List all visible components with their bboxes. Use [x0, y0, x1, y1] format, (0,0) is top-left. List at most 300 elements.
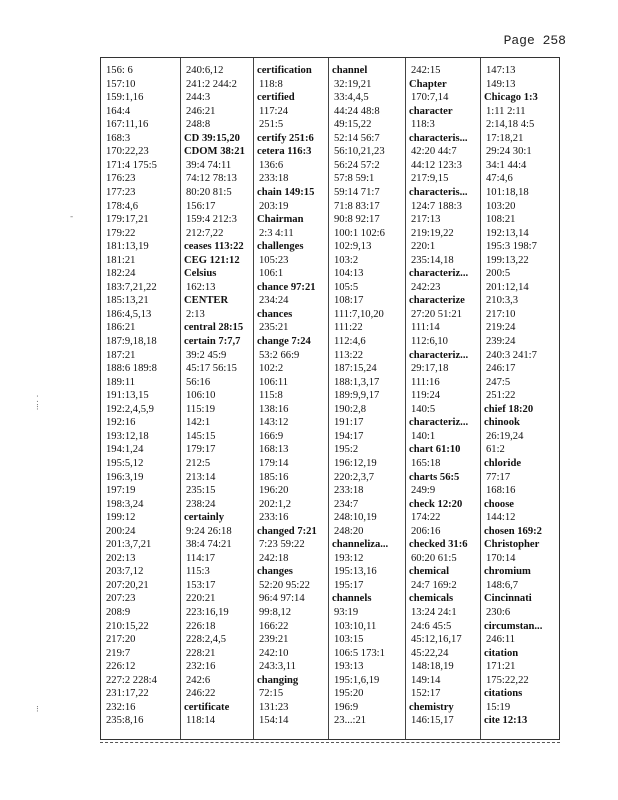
index-entry-term: characteris... — [409, 132, 468, 144]
index-page-reference: 219:7 — [106, 647, 131, 659]
index-page-reference: 242:15 — [411, 65, 441, 76]
index-page-reference: 103:10,11 — [334, 620, 377, 632]
index-entry-term: chance 97:21 — [257, 281, 316, 293]
index-page-reference: 194:1,24 — [106, 444, 144, 456]
index-page-reference: 111:7,10,20 — [334, 308, 384, 320]
index-page-reference: 248:8 — [186, 119, 211, 131]
index-entry-term: chloride — [484, 457, 522, 469]
index-page-reference: 188:1,3,17 — [334, 376, 380, 388]
index-page-reference: 148:18,19 — [411, 661, 454, 673]
margin-binding-mark: ⁚ — [36, 395, 39, 405]
index-page-reference: 195:5,12 — [106, 457, 144, 469]
index-page-reference: 166:9 — [259, 430, 284, 442]
index-page-reference: 42:20 44:7 — [411, 146, 457, 158]
index-page-reference: 45:12,16,17 — [411, 634, 462, 646]
index-page-reference: 156:17 — [186, 200, 216, 212]
index-page-reference: 186:21 — [106, 322, 136, 334]
index-page-reference: 115:19 — [186, 403, 216, 415]
index-page-reference: 249:9 — [411, 485, 436, 497]
index-page-reference: 233:18 — [259, 173, 289, 185]
index-page-reference: 27:20 51:21 — [411, 308, 462, 320]
index-page-reference: 220:2,3,7 — [334, 471, 375, 483]
index-page-reference: 212:7,22 — [186, 227, 224, 239]
index-page-reference: 2:3 4:11 — [259, 227, 294, 239]
index-page-reference: 108:21 — [486, 214, 516, 226]
index-page-reference: 118:14 — [186, 715, 216, 727]
index-page-reference: 99:8,12 — [259, 607, 292, 618]
index-page-reference: 175:22,22 — [486, 674, 529, 686]
index-entry-term: characteris... — [409, 186, 468, 198]
index-page-reference: 29:24 30:1 — [486, 146, 532, 158]
index-page-reference: 210:3,3 — [486, 295, 519, 307]
index-entry-term: chemicals — [409, 593, 454, 605]
index-page-reference: 217:13 — [411, 214, 441, 226]
index-page-reference: 189:9,9,17 — [334, 390, 380, 402]
index-page-reference: 251:22 — [486, 390, 516, 402]
index-page-reference: 220:21 — [186, 593, 216, 605]
index-page-reference: 189:11 — [106, 376, 136, 388]
index-page-reference: 148:6,7 — [486, 579, 519, 591]
index-page-reference: 168:13 — [259, 444, 289, 456]
index-page-reference: 182:24 — [106, 268, 136, 280]
index-entry-term: ceases 113:22 — [184, 241, 244, 253]
index-page-reference: 196:3,19 — [106, 471, 144, 483]
index-page-reference: 115:8 — [259, 390, 283, 402]
index-page-reference: 38:4 74:21 — [186, 539, 232, 551]
index-page-reference: 112:4,6 — [334, 336, 366, 347]
index-page-reference: 96:4 97:14 — [259, 593, 305, 605]
index-page-reference: 47:4,6 — [486, 173, 513, 185]
index-page-reference: 39:4 74:11 — [186, 159, 232, 171]
index-page-reference: 248:20 — [334, 525, 364, 537]
index-page-reference: 196:20 — [259, 485, 289, 497]
margin-tick-mark: - — [70, 212, 74, 222]
index-page-reference: 193:12 — [334, 552, 364, 564]
index-page-reference: 251:5 — [259, 119, 284, 131]
index-page-reference: 178:4,6 — [106, 200, 139, 212]
index-page-reference: 111:14 — [411, 322, 440, 334]
index-page-reference: 192:16 — [106, 417, 136, 429]
index-page-reference: 106:11 — [259, 376, 289, 388]
index-page-reference: 187:21 — [106, 349, 136, 361]
index-page-reference: 195:3 198:7 — [486, 241, 537, 253]
index-page-reference: 219:19,22 — [411, 227, 454, 239]
index-page-reference: 231:17,22 — [106, 688, 149, 700]
index-page-reference: 192:2,4,5,9 — [106, 403, 154, 415]
index-page-reference: 200:24 — [106, 525, 136, 537]
index-page-reference: 191:17 — [334, 417, 364, 429]
index-entry-term: changes — [257, 566, 293, 578]
index-page-reference: 228:2,4,5 — [186, 634, 227, 646]
index-page-reference: 170:7,14 — [411, 92, 449, 104]
index-page-reference: 103:20 — [486, 200, 516, 212]
index-page-reference: 176:23 — [106, 173, 136, 185]
index-page-reference: 39:2 45:9 — [186, 349, 227, 361]
index-page-reference: 56:10,21,23 — [334, 146, 385, 158]
index-page-reference: 170:22,23 — [106, 146, 149, 158]
index-page-reference: 223:16,19 — [186, 607, 229, 618]
index-page-reference: 232:16 — [186, 661, 216, 673]
index-entry-term: chinook — [484, 417, 520, 429]
index-column — [405, 58, 480, 739]
word-index-table — [100, 57, 560, 740]
index-page-reference: 200:5 — [486, 268, 511, 280]
index-page-reference: 195:20 — [334, 688, 364, 700]
index-page-reference: 166:22 — [259, 620, 289, 632]
index-page-reference: 188:6 189:8 — [106, 363, 157, 375]
index-page-reference: 102:2 — [259, 363, 284, 375]
index-page-reference: 243:3,11 — [259, 661, 296, 673]
index-entry-term: changed 7:21 — [257, 525, 317, 537]
index-page-reference: 113:22 — [334, 349, 364, 361]
index-page-reference: 93:19 — [334, 607, 359, 618]
index-page-reference: 156: 6 — [106, 65, 133, 76]
index-page-reference: 13:24 24:1 — [411, 607, 457, 618]
index-page-reference: 71:8 83:17 — [334, 200, 380, 212]
index-page-reference: 206:16 — [411, 525, 441, 537]
index-page-reference: 210:15,22 — [106, 620, 149, 632]
index-page-reference: 106:5 173:1 — [334, 647, 385, 659]
index-entry-term: certainly — [184, 512, 225, 524]
index-page-reference: 203:7,12 — [106, 566, 144, 578]
index-page-reference: 142:1 — [186, 417, 211, 429]
index-page-reference: 32:19,21 — [334, 78, 372, 90]
index-entry-term: CENTER — [184, 295, 229, 307]
index-page-reference: 240:3 241:7 — [486, 349, 537, 361]
index-page-reference: 212:5 — [186, 457, 211, 469]
index-page-reference: 90:8 92:17 — [334, 214, 380, 226]
index-page-reference: 192:13,14 — [486, 227, 529, 239]
index-page-reference: 118:8 — [259, 78, 283, 90]
index-entry-term: channel — [332, 65, 368, 76]
index-entry-term: changing — [257, 674, 299, 686]
index-page-reference: 185:16 — [259, 471, 289, 483]
index-page-reference: 233:18 — [334, 485, 364, 497]
index-page-reference: 77:17 — [486, 471, 511, 483]
index-page-reference: 159:4 212:3 — [186, 214, 237, 226]
index-entry-term: Christopher — [484, 539, 540, 551]
index-page-reference: 179:22 — [106, 227, 136, 239]
index-page-reference: 179:17,21 — [106, 214, 149, 226]
index-page-reference: 106:10 — [186, 390, 216, 402]
index-page-reference: 131:23 — [259, 701, 289, 713]
index-page-reference: 219:24 — [486, 322, 516, 334]
index-page-reference: 202:1,2 — [259, 498, 292, 510]
index-page-reference: 115:3 — [186, 566, 210, 578]
index-page-reference: 157:10 — [106, 78, 136, 90]
index-page-reference: 105:5 — [334, 281, 359, 293]
index-page-reference: 15:19 — [486, 701, 511, 713]
index-page-reference: 193:12,18 — [106, 430, 149, 442]
index-page-reference: 29:17,18 — [411, 363, 449, 375]
index-page-reference: 111:22 — [334, 322, 363, 334]
index-entry-term: chromium — [484, 566, 531, 578]
margin-binding-mark: ⁝ — [36, 705, 39, 715]
index-page-reference: 138:16 — [259, 403, 289, 415]
index-page-reference: 202:13 — [106, 552, 136, 564]
index-page-reference: 177:23 — [106, 186, 136, 198]
index-page-reference: 179:17 — [186, 444, 216, 456]
index-column — [101, 58, 180, 739]
index-page-reference: 246:21 — [186, 105, 216, 117]
index-page-reference: 174:22 — [411, 512, 441, 524]
index-page-reference: 167:11,16 — [106, 119, 149, 131]
index-page-reference: 248:10,19 — [334, 512, 377, 524]
index-page-reference: 199:13,22 — [486, 254, 529, 266]
index-entry-term: change 7:24 — [257, 336, 311, 347]
index-page-reference: 119:24 — [411, 390, 441, 402]
index-page-reference: 61:2 — [486, 444, 505, 456]
index-entry-term: chain 149:15 — [257, 186, 315, 198]
index-page-reference: 100:1 102:6 — [334, 227, 385, 239]
index-page-reference: 9:24 26:18 — [186, 525, 232, 537]
index-page-reference: 7:23 59:22 — [259, 539, 305, 551]
index-entry-term: cite 12:13 — [484, 715, 528, 727]
index-page-reference: 152:17 — [411, 688, 441, 700]
index-page-reference: 241:2 244:2 — [186, 78, 237, 90]
index-page-reference: 33:4,4,5 — [334, 92, 369, 104]
index-page-reference: 149:13 — [486, 78, 516, 90]
index-page-reference: 207:23 — [106, 593, 136, 605]
index-page-reference: 164:4 — [106, 105, 131, 117]
index-page-reference: 247:5 — [486, 376, 511, 388]
index-page-reference: 146:15,17 — [411, 715, 454, 727]
index-page-reference: 143:12 — [259, 417, 289, 429]
index-page-reference: 244:3 — [186, 92, 211, 104]
index-page-reference: 49:15,22 — [334, 119, 372, 131]
index-page-reference: 242:6 — [186, 674, 211, 686]
index-entry-term: charts 56:5 — [409, 471, 460, 483]
index-entry-term: chances — [257, 308, 293, 320]
index-page-reference: 1:11 2:11 — [486, 105, 526, 117]
index-page-reference: 74:12 78:13 — [186, 173, 237, 185]
index-entry-term: channels — [332, 593, 372, 605]
index-entry-term: certify 251:6 — [257, 132, 314, 144]
index-page-reference: 162:13 — [186, 281, 216, 293]
index-page-reference: 45:17 56:15 — [186, 363, 237, 375]
index-page-reference: 105:23 — [259, 254, 289, 266]
index-page-reference: 246:11 — [486, 634, 516, 646]
index-column — [180, 58, 253, 739]
index-page-reference: 103:15 — [334, 634, 364, 646]
index-page-reference: 108:17 — [334, 295, 364, 307]
index-page-reference: 2:13 — [186, 308, 205, 320]
index-page-reference: 228:21 — [186, 647, 216, 659]
index-page-reference: 238:24 — [186, 498, 216, 510]
index-entry-term: check 12:20 — [409, 498, 463, 510]
index-page-reference: 191:13,15 — [106, 390, 149, 402]
index-page-reference: 57:8 59:1 — [334, 173, 375, 185]
index-page-reference: 217:10 — [486, 308, 516, 320]
margin-binding-mark: ⁝ — [36, 403, 39, 413]
index-entry-term: citations — [484, 688, 523, 700]
index-column — [480, 58, 559, 739]
index-page-reference: 171:21 — [486, 661, 516, 673]
index-entry-term: cetera 116:3 — [257, 146, 312, 158]
index-page-reference: 242:18 — [259, 552, 289, 564]
index-entry-term: central 28:15 — [184, 322, 244, 334]
index-page-reference: 80:20 81:5 — [186, 186, 232, 198]
index-page-reference: 59:14 71:7 — [334, 186, 380, 198]
index-page-reference: 24:6 45:5 — [411, 620, 452, 632]
index-page-reference: 207:20,21 — [106, 579, 149, 591]
index-page-reference: 118:3 — [411, 119, 435, 131]
index-page-reference: 2:14,18 4:5 — [486, 119, 535, 131]
index-page-reference: 60:20 61:5 — [411, 552, 457, 564]
index-page-reference: 186:4,5,13 — [106, 308, 152, 320]
index-page-reference: 145:15 — [186, 430, 216, 442]
index-page-reference: 187:15,24 — [334, 363, 377, 375]
index-page-reference: 34:1 44:4 — [486, 159, 527, 171]
index-page-reference: 117:24 — [259, 105, 289, 117]
index-page-reference: 181:21 — [106, 254, 136, 266]
index-page-reference: 154:14 — [259, 715, 289, 727]
index-page-reference: 208:9 — [106, 607, 131, 618]
index-page-reference: 102:9,13 — [334, 241, 372, 253]
index-page-reference: 44:24 48:8 — [334, 105, 380, 117]
index-page-reference: 185:13,21 — [106, 295, 149, 307]
index-page-reference: 203:19 — [259, 200, 289, 212]
index-entry-term: Chairman — [257, 214, 304, 226]
index-column — [328, 58, 405, 739]
index-entry-term: certification — [257, 65, 312, 76]
index-page-reference: 197:19 — [106, 485, 136, 497]
index-page-reference: 220:1 — [411, 241, 436, 253]
index-page-reference: 140:1 — [411, 430, 436, 442]
index-page-reference: 111:16 — [411, 376, 440, 388]
index-page-reference: 246:22 — [186, 688, 216, 700]
index-page-reference: 24:7 169:2 — [411, 579, 457, 591]
index-page-reference: 171:4 175:5 — [106, 159, 157, 171]
index-page-reference: 56:24 57:2 — [334, 159, 380, 171]
index-page-reference: 114:17 — [186, 552, 216, 564]
index-page-reference: 234:7 — [334, 498, 359, 510]
index-page-reference: 112:6,10 — [411, 336, 448, 347]
index-entry-term: chemistry — [409, 701, 454, 713]
index-page-reference: 193:13 — [334, 661, 364, 673]
index-page-reference: 103:2 — [334, 254, 359, 266]
index-page-reference: 140:5 — [411, 403, 436, 415]
index-page-reference: 232:16 — [106, 701, 136, 713]
index-page-reference: 53:2 66:9 — [259, 349, 300, 361]
index-page-reference: 101:18,18 — [486, 186, 529, 198]
index-entry-term: certain 7:7,7 — [184, 336, 241, 347]
index-page-reference: 153:17 — [186, 579, 216, 591]
index-page-reference: 195:2 — [334, 444, 359, 456]
index-page-reference: 199:12 — [106, 512, 136, 524]
index-entry-term: certified — [257, 92, 295, 104]
index-page-reference: 72:15 — [259, 688, 284, 700]
index-entry-term: Chapter — [409, 78, 447, 90]
index-page-reference: 239:24 — [486, 336, 516, 347]
index-page-reference: 165:18 — [411, 457, 441, 469]
index-page-reference: 242:23 — [411, 281, 441, 293]
index-page-reference: 217:20 — [106, 634, 136, 646]
index-entry-term: choose — [484, 498, 515, 510]
index-page-reference: 149:14 — [411, 674, 441, 686]
index-page-reference: 26:19,24 — [486, 430, 524, 442]
index-entry-term: CDOM 38:21 — [184, 146, 245, 158]
index-page-reference: 52:20 95:22 — [259, 579, 310, 591]
index-entry-term: characterize — [409, 295, 465, 307]
index-page-reference: 201:3,7,21 — [106, 539, 152, 551]
index-page-reference: 17:18,21 — [486, 132, 524, 144]
index-page-reference: 242:10 — [259, 647, 289, 659]
index-entry-term: circumstan... — [484, 620, 543, 632]
index-entry-term: chief 18:20 — [484, 403, 534, 415]
index-page-reference: 195:1,6,19 — [334, 674, 380, 686]
index-page-reference: 168:3 — [106, 132, 131, 144]
index-entry-term: chosen 169:2 — [484, 525, 542, 537]
index-page-reference: 195:13,16 — [334, 566, 377, 578]
index-page-reference: 44:12 123:3 — [411, 159, 462, 171]
index-page-reference: 23...:21 — [334, 715, 367, 727]
index-page-reference: 190:2,8 — [334, 403, 367, 415]
index-entry-term: Celsius — [184, 268, 217, 280]
index-entry-term: certificate — [184, 701, 230, 713]
index-page-reference: 194:17 — [334, 430, 364, 442]
index-entry-term: characteriz... — [409, 268, 469, 280]
index-page-reference: 239:21 — [259, 634, 289, 646]
index-page-reference: 147:13 — [486, 65, 516, 76]
index-page-reference: 159:1,16 — [106, 92, 144, 104]
index-entry-term: channeliza... — [332, 539, 389, 551]
index-entry-term: chart 61:10 — [409, 444, 461, 456]
index-page-reference: 227:2 228:4 — [106, 674, 157, 686]
index-page-reference: 106:1 — [259, 268, 284, 280]
index-column — [253, 58, 328, 739]
index-page-reference: 181:13,19 — [106, 241, 149, 253]
index-page-reference: 240:6,12 — [186, 65, 224, 76]
index-entry-term: checked 31:6 — [409, 539, 468, 551]
index-page-reference: 230:6 — [486, 607, 511, 618]
index-page-reference: 144:12 — [486, 512, 516, 524]
index-entry-term: character — [409, 105, 453, 117]
index-page-reference: 196:12,19 — [334, 457, 377, 469]
index-page-reference: 179:14 — [259, 457, 289, 469]
index-page-reference: 201:12,14 — [486, 281, 529, 293]
index-page-reference: 52:14 56:7 — [334, 132, 380, 144]
index-entry-term: Cincinnati — [484, 593, 532, 605]
index-entry-term: characteriz... — [409, 417, 469, 429]
index-entry-term: Chicago 1:3 — [484, 92, 538, 104]
index-page-reference: 246:17 — [486, 363, 516, 375]
index-entry-term: characteriz... — [409, 349, 469, 361]
index-page-reference: 217:9,15 — [411, 173, 449, 185]
index-page-reference: 233:16 — [259, 512, 289, 524]
index-entry-term: chemical — [409, 566, 450, 578]
index-page-reference: 235:14,18 — [411, 254, 454, 266]
index-page-reference: 45:22,24 — [411, 647, 449, 659]
index-page-reference: 136:6 — [259, 159, 284, 171]
index-entry-term: CD 39:15,20 — [184, 132, 240, 144]
index-page-reference: 234:24 — [259, 295, 289, 307]
index-page-reference: 226:12 — [106, 661, 136, 673]
index-page-reference: 226:18 — [186, 620, 216, 632]
page-number: Page 258 — [503, 33, 566, 48]
index-page-reference: 235:15 — [186, 485, 216, 497]
index-entry-term: CEG 121:12 — [184, 254, 240, 266]
index-page-reference: 213:14 — [186, 471, 216, 483]
index-page-reference: 104:13 — [334, 268, 364, 280]
index-page-reference: 168:16 — [486, 485, 516, 497]
index-page-reference: 124:7 188:3 — [411, 200, 462, 212]
index-page-reference: 195:17 — [334, 579, 364, 591]
index-page-reference: 196:9 — [334, 701, 359, 713]
index-page-reference: 235:8,16 — [106, 715, 144, 727]
index-entry-term: citation — [484, 647, 519, 659]
index-page-reference: 183:7,21,22 — [106, 281, 157, 293]
